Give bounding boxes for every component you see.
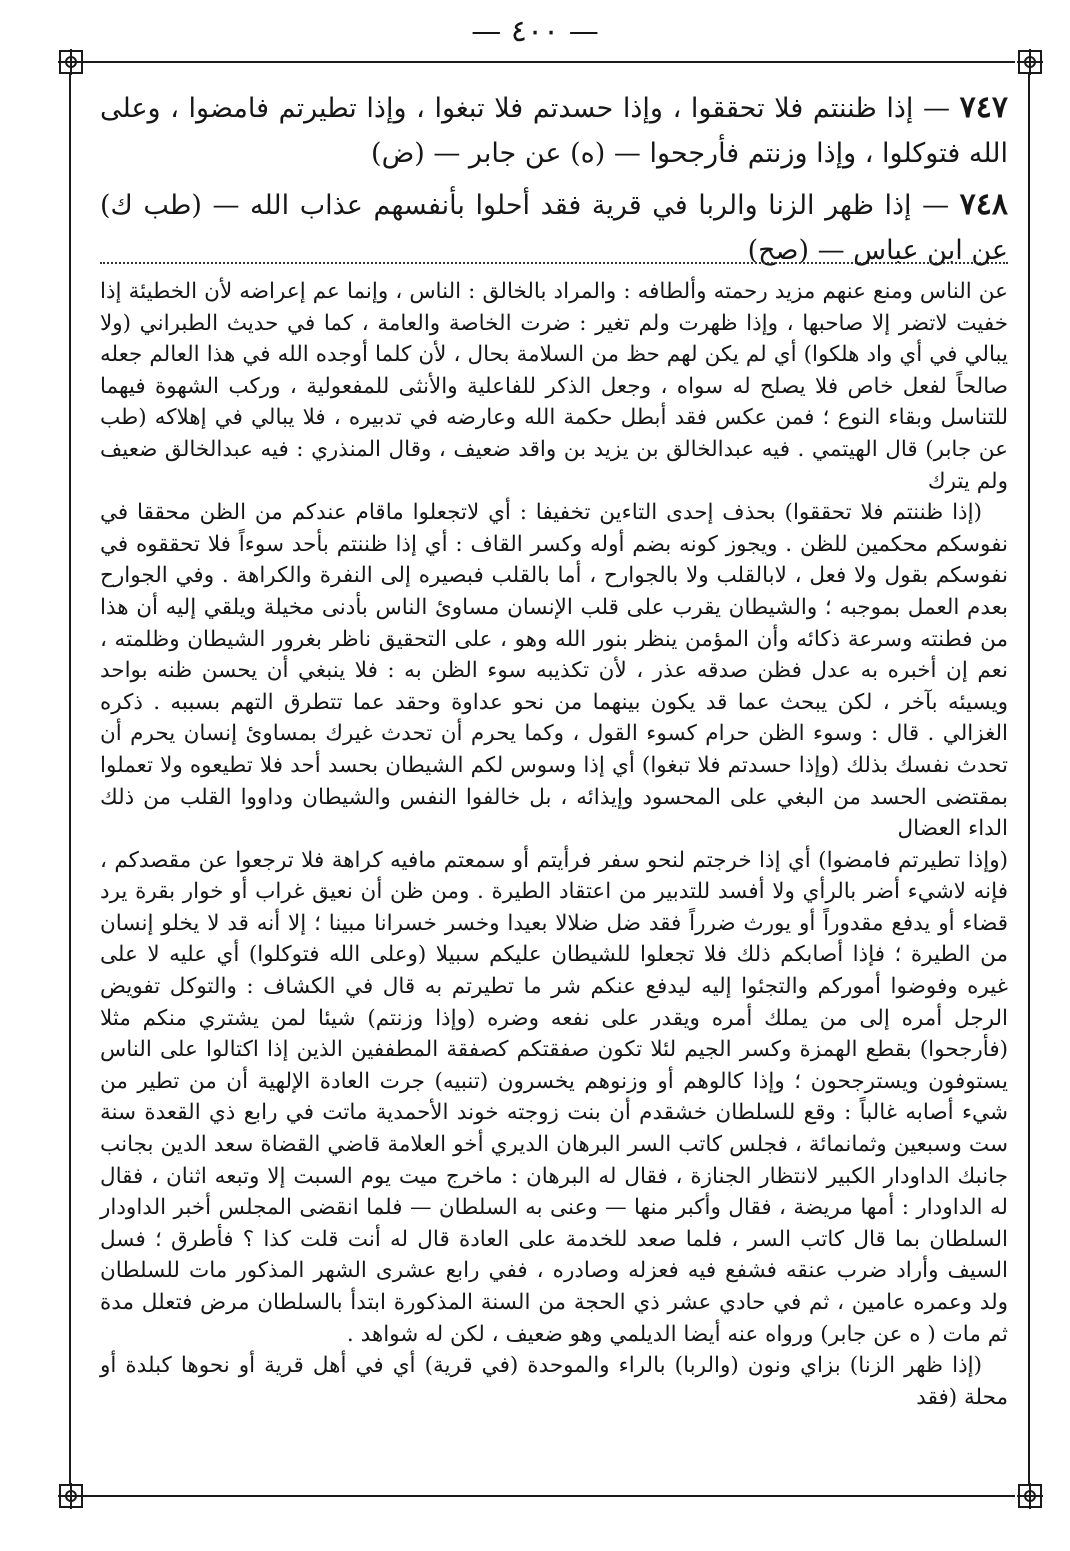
hadith-number: ٧٤٧ [959,90,1008,125]
commentary-section [100,276,1008,1413]
section-divider [100,262,1008,264]
hadith-section [100,85,1008,273]
corner-ornament-icon [1015,47,1045,77]
corner-ornament-icon [56,1481,86,1511]
frame-right-rule [1028,72,1030,1485]
commentary-paragraph: (وإذا تطيرتم فامضوا) أي إذا خرجتم لنحو سفر فرأيتم أو سمعتم مافيه كراهة فلا ترجعوا عن مقصدكم ، فإنه لاشيء أضر بالرأي ولا أفسد للتدبير من اعتقاد الطيرة . ومن ظن أن نعيق غراب أو خوار بقرة يرد قضاء أو يدفع مقدوراً أو يورث ضرراً فقد ضل ضلالا بعيدا وخسر خسرانا مبينا ؛ إلا أنه قد لا يخلو إنسان من الطيرة ؛ فإذا أصابكم ذلك فلا تجعلوا للشيطان عليكم سبيلا (وعلى الله فتوكلوا) أي عليه لا على غيره وفوضوا أموركم والتجئوا إليه ليدفع عنكم شر ما تطيرتم به قال في الكشاف : والتوكل تفويض الرجل أمره إلى من يملك أمره ويقدر على نفعه وضره (وإذا وزنتم) شيئا لمن يشتري منكم مثلا (فأرجحوا) بقطع الهمزة وكسر الجيم لئلا تكون صفقتكم كصفقة المطففين الذين إذا اكتالوا على الناس يستوفون ويسترجحون ؛ وإذا كالوهم أو وزنوهم يخسرون (تنبيه) جرت العادة الإلهية أن من تطير من شيء أصابه غالباً : وقع للسلطان خشقدم أن بنت زوجته خوند الأحمدية ماتت في رابع ذي القعدة سنة ست وسبعين وثمانمائة ، فجلس كاتب السر البرهان الديري أخو العلامة قاضي القضاة سعد الدين بجانب جانبك الداودار الكبير لانتظار الجنازة ، فقال له البرهان : ماخرج ميت يوم السبت إلا وتبعه اثنان ، فقال له الداودار : أمها مريضة ، فقال وأكبر منها — وعنى به السلطان — فلما انقضى المجلس أخبر الداودار السلطان بما قال كاتب السر ، فلما صعد للخدمة على العادة قال له أنت قلت كذا ؟ فأطرق ؛ فسل السيف وأراد ضرب عنقه فشفع فيه فعزله وصادره ، ففي رابع عشرى الشهر المذكور مات للسلطان ولد وعمره عامين ، ثم في حادي عشر ذي الحجة من السنة المذكورة ابتدأ بالسلطان مرض فتعلل مدة ثم مات ( ه عن جابر) ورواه عنه أيضا الديلمي وهو ضعيف ، لكن له شواهد . [100,847,1008,1347]
commentary-paragraph: عن الناس ومنع عنهم مزيد رحمته وألطافه : والمراد بالخالق : الناس ، وإنما عم إعراضه لأن الخطيئة إذا خفيت لاتضر إلا صاحبها ، وإذا ظهرت ولم تغير : ضرت الخاصة والعامة ، كما في حديث الطبراني (ولا يبالي في أي واد هلكوا) أي لم يكن لهم حظ من السلامة بحال ، لأن كلما أوجده الله في هذا العالم جعله صالحاً لفعل خاص فلا يصلح له سواه ، وجعل الذكر للفاعلية والأنثى للمفعولية ، وركب الشهوة فيهما للتناسل وبقاء النوع ؛ فمن عكس فقد أبطل حكمة الله وعارضه في تدبيره ، فلا يبالي في إهلاكه (طب عن جابر) قال الهيتمي . فيه عبدالخالق بن يزيد بن واقد ضعيف ، وقال المنذري : فيه عبدالخالق ضعيف ولم يترك [100,279,1008,494]
hadith-number: ٧٤٨ [959,187,1008,222]
frame-left-rule [69,72,71,1485]
corner-ornament-icon [1015,1481,1045,1511]
page-number: — ٤٠٠ — [471,14,599,49]
commentary-paragraph: (إذا ظهر الزنا) بزاي ونون (والربا) بالراء والموحدة (في قرية) أي في أهل قرية أو نحوها كبلدة أو محلة (فقد [100,1353,1008,1410]
corner-ornament-icon [56,47,86,77]
hadith-entry [100,85,1008,176]
hadith-text: — إذا ظننتم فلا تحققوا ، وإذا حسدتم فلا تبغوا ، وإذا تطيرتم فامضوا ، وعلى الله فتوكلوا ، وإذا وزنتم فأرجحوا — (ه) عن جابر — (ض) [100,93,1008,169]
frame-top-rule [70,61,1015,63]
hadith-text: — إذا ظهر الزنا والربا في قرية فقد أحلوا بأنفسهم عذاب الله — (طب ك) عن ابن عباس — (صح) [100,190,1008,266]
frame-bottom-rule [70,1495,1015,1497]
commentary-paragraph: (إذا ظننتم فلا تحققوا) بحذف إحدى التاءين تخفيفا : أي لاتجعلوا ماقام عندكم من الظن محققا في نفوسكم محكمين للظن . ويجوز كونه بضم أوله وكسر القاف : أي إذا ظننتم بأحد سوءاً فلا تحققوه في نفوسكم بقول ولا فعل ، لابالقلب ولا بالجوارح ، أما بالقلب فبصيره إلى النفرة والكراهة . وفي الجوارح بعدم العمل بموجبه ؛ والشيطان يقرب على قلب الإنسان مساوئ الناس بأدنى مخيلة ويلقي إليه أن هذا من فطنته وسرعة ذكائه وأن المؤمن ينظر بنور الله وهو ، على التحقيق ناظر بغرور الشيطان وظلمته ، نعم إن أخبره به عدل فظن صدقه عذر ، لأن تكذيبه سوء الظن به : فلا ينبغي أن يحسن ظنه بواحد ويسيئه بآخر ، لكن يبحث عما قد يكون بينهما من نحو عداوة وحقد عما تتطرق التهم بسببه . ذكره الغزالي . قال : وسوء الظن حرام كسوء القول ، وكما يحرم أن تحدث غيرك بمساوئ إنسان يحرم أن تحدث نفسك بذلك (وإذا حسدتم فلا تبغوا) أي إذا وسوس لكم الشيطان بحسد أحد فلا تطيعوه ولا تعملوا بمقتضى الحسد من البغي على المحسود وإيذائه ، بل خالفوا النفس والشيطان وداووا القلب من ذلك الداء العضال [100,500,1008,842]
hadith-entry [100,182,1008,273]
